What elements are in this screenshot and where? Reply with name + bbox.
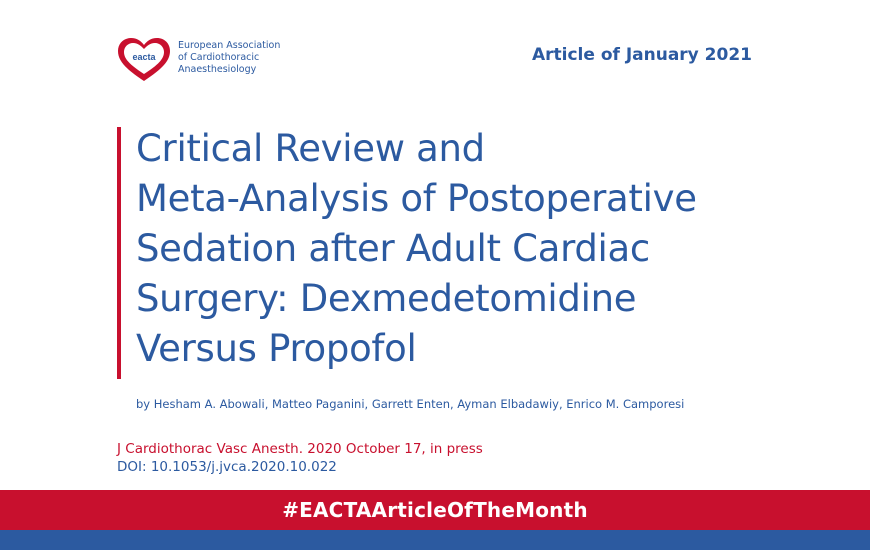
hashtag-banner [0,490,870,530]
hashtag-text: #EACTAArticleOfTheMonth [282,498,588,522]
title-accent-bar [117,127,121,379]
org-name-line-1: European Association [178,40,281,51]
title-line-3: Sedation after Adult Cardiac [136,227,650,270]
heart-logo-icon [116,37,172,83]
journal-reference: J Cardiothorac Vasc Anesth. 2020 October 17, in press [117,441,483,457]
doi-reference: DOI: 10.1053/j.jvca.2020.10.022 [117,459,337,475]
title-line-5: Versus Propofol [136,327,417,370]
title-line-4: Surgery: Dexmedetomidine [136,277,637,320]
org-name-line-3: Anaesthesiology [178,64,257,75]
article-title [136,124,836,374]
article-authors: by Hesham A. Abowali, Matteo Paganini, Garrett Enten, Ayman Elbadawiy, Enrico M. Camporesi [136,397,685,411]
org-name-line-2: of Cardiothoracic [178,52,260,63]
logo-mark-text: eacta [132,52,156,62]
eacta-logo [116,37,296,83]
title-line-1: Critical Review and [136,127,485,170]
citation [117,440,483,476]
footer-band [0,530,870,550]
article-date: Article of January 2021 [531,45,752,65]
title-line-2: Meta-Analysis of Postoperative [136,177,697,220]
organization-name [178,40,280,76]
